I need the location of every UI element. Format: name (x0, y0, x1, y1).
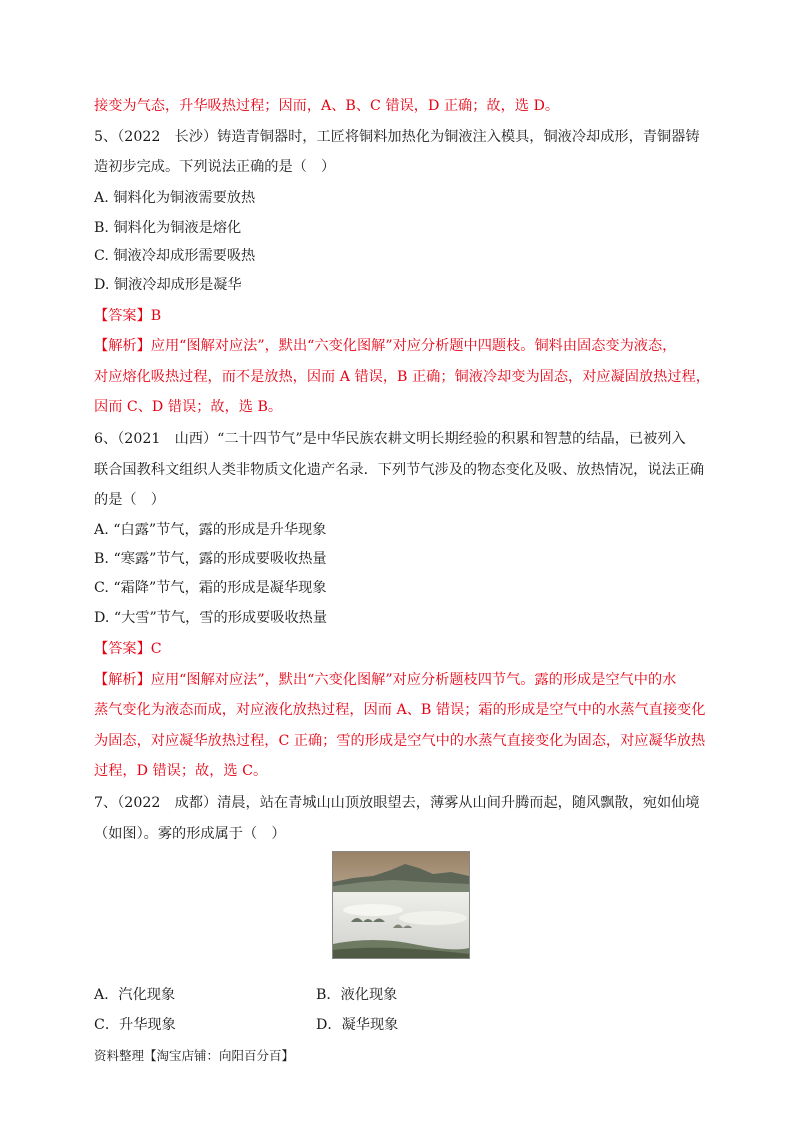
misty-mountain-photo (332, 851, 470, 959)
q7-option-d: D．凝华现象 (316, 1017, 399, 1033)
q6-option-d: D. “大雪”节气，雪的形成要吸收热量 (94, 610, 328, 626)
q6-analysis-line3: 为固态，对应凝华放热过程，C 正确；雪的形成是空气中的水蒸气直接变化为固态，对应凝华放热 (94, 733, 706, 749)
q5-answer: 【答案】B (94, 308, 162, 324)
q5-analysis-line2: 对应熔化吸热过程，而不是放热，因而 A 错误，B 正确；铜液冷却变为固态，对应凝固放热过程， (94, 369, 710, 385)
q5-stem-line2: 造初步完成。下列说法正确的是（ ） (94, 159, 336, 175)
q6-analysis-line1: 【解析】应用“图解对应法”，默出“六变化图解”对应分析题枝四节气。露的形成是空气中的水 (94, 672, 677, 688)
q6-analysis-line4: 过程，D 错误；故，选 C。 (94, 763, 268, 779)
q6-option-c: C. “霜降”节气，霜的形成是凝华现象 (94, 580, 327, 596)
q7-stem-line2: （如图）。雾的形成属于（ ） (94, 826, 286, 842)
q7-option-c: C．升华现象 (94, 1017, 176, 1033)
q5-analysis-line3: 因而 C、D 错误；故，选 B。 (94, 399, 283, 415)
q5-option-b: B. 铜料化为铜液是熔化 (94, 220, 242, 236)
q7-option-b: B．液化现象 (316, 987, 398, 1003)
previous-analysis-tail: 接变为气态，升华吸热过程；因而，A、B、C 错误，D 正确；故，选 D。 (94, 98, 560, 114)
q5-analysis-line1: 【解析】应用“图解对应法”，默出“六变化图解”对应分析题中四题枝。铜料由固态变为液态， (94, 338, 677, 354)
q6-stem-line2: 联合国教科文组织人类非物质文化遗产名录．下列节气涉及的物态变化及吸、放热情况，说法正确 (94, 462, 705, 478)
q7-option-a: A．汽化现象 (94, 987, 176, 1003)
page-footer: 资料整理【淘宝店铺：向阳百分百】 (94, 1048, 295, 1063)
q6-stem-line3: 的是（ ） (94, 492, 165, 508)
q6-stem-line1: 6、（2021 山西）“二十四节气”是中华民族农耕文明长期经验的积累和智慧的结晶，已被列入 (94, 431, 686, 447)
q6-analysis-line2: 蒸气变化为液态而成，对应液化放热过程，因而 A、B 错误；霜的形成是空气中的水蒸气直接变化 (94, 702, 706, 718)
q5-stem-line1: 5、（2022 长沙）铸造青铜器时，工匠将铜料加热化为铜液注入模具，铜液冷却成形，青铜器铸 (94, 129, 700, 145)
q5-option-d: D. 铜液冷却成形是凝华 (94, 277, 242, 293)
q6-answer: 【答案】C (94, 641, 162, 657)
q5-option-a: A. 铜料化为铜液需要放热 (94, 190, 256, 206)
q6-option-b: B. “寒露”节气，露的形成要吸收热量 (94, 551, 327, 567)
q7-stem-line1: 7、（2022 成都）清晨，站在青城山山顶放眼望去，薄雾从山间升腾而起，随风飘散，宛如仙境 (94, 795, 700, 811)
q5-option-c: C. 铜液冷却成形需要吸热 (94, 248, 256, 264)
q6-option-a: A. “白露”节气，露的形成是升华现象 (94, 522, 327, 538)
